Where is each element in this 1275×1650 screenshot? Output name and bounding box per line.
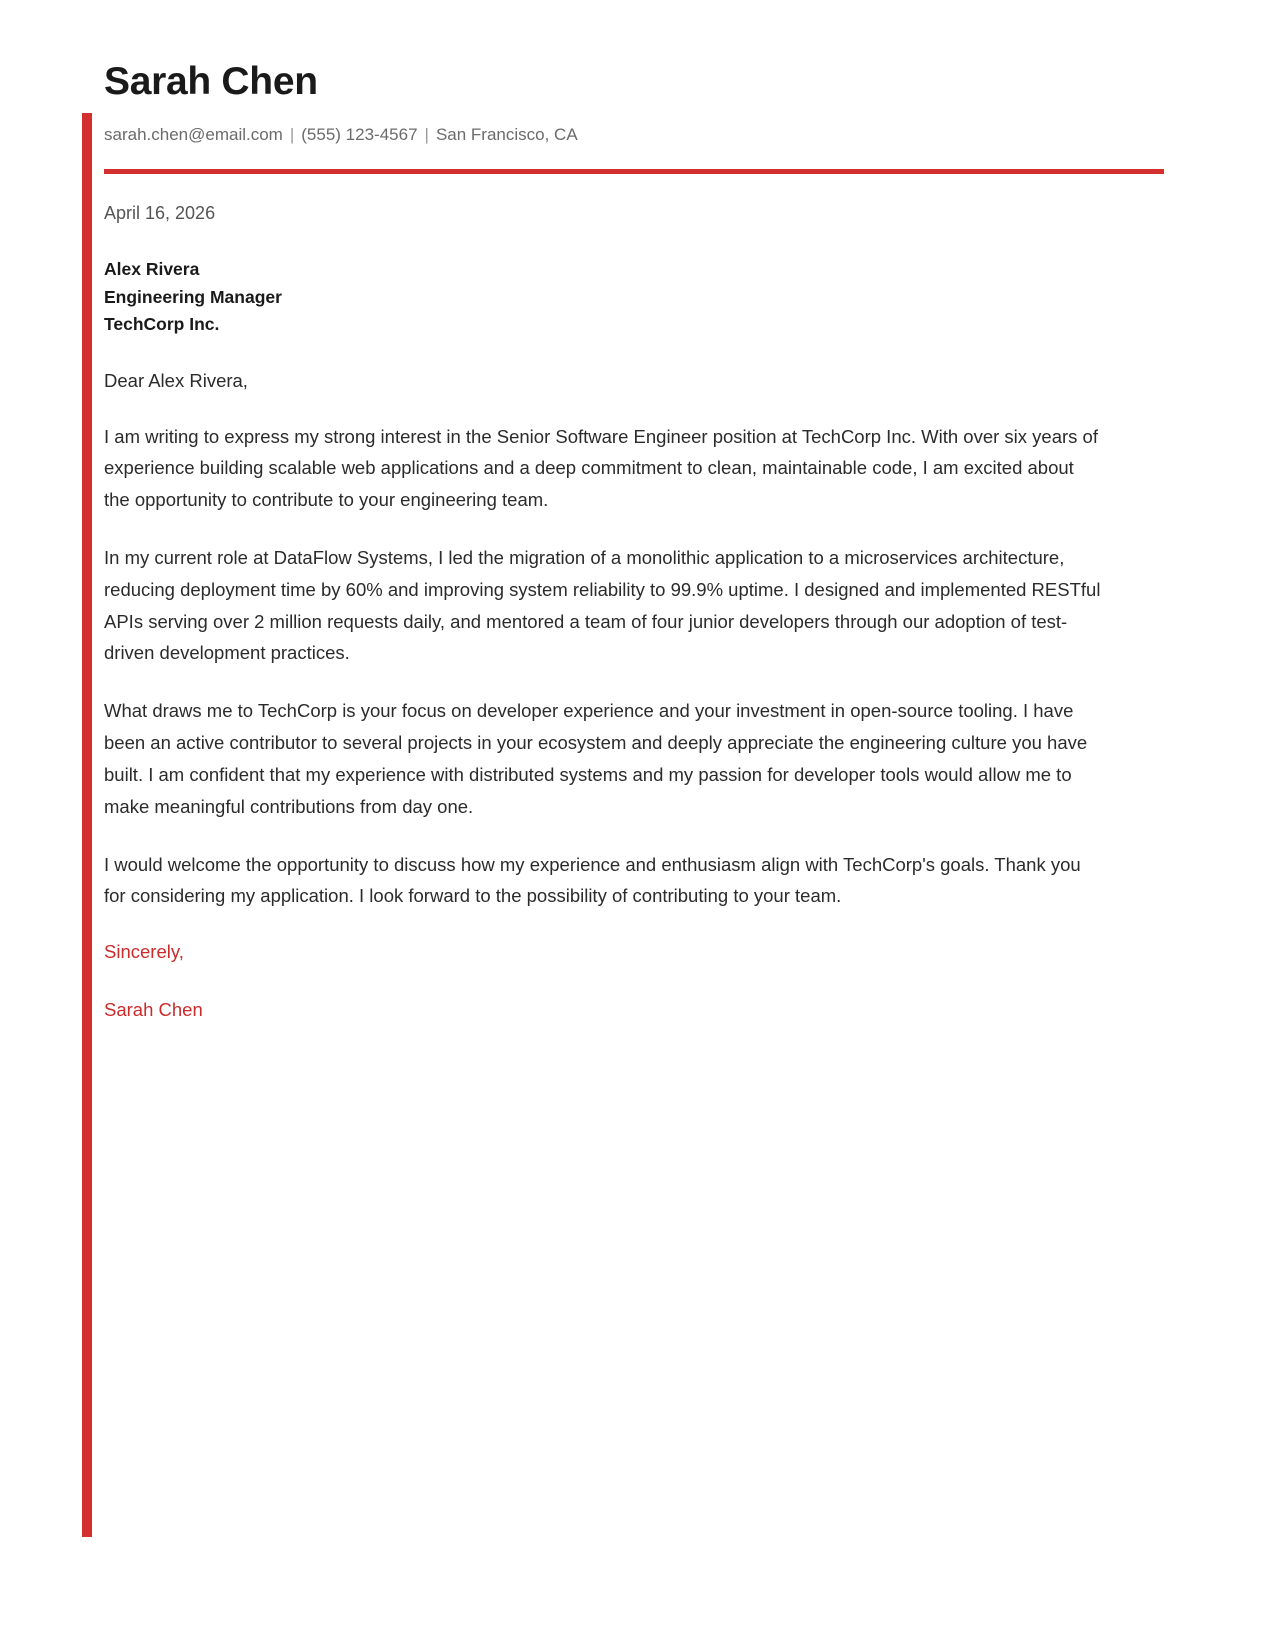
body-paragraph: What draws me to TechCorp is your focus on developer experience and your investment in open-source tooling. I have been an active contributor to several projects in your ecosystem and deeply appreciate the engineering culture you have built. I am confident that my experience with distributed systems and my passion for developer tools would allow me to make meaningful contributions from day one.: [104, 700, 1088, 817]
contact-line: [104, 123, 1164, 147]
recipient-name: Alex Rivera: [104, 258, 200, 279]
closing-salutation: Sincerely,: [104, 941, 184, 963]
recipient-company: TechCorp Inc.: [104, 314, 220, 335]
body-paragraph: In my current role at DataFlow Systems, I led the migration of a monolithic application to a microservices architecture, reducing deployment time by 60% and improving system reliability to 99.9% uptime. I designed and implemented RESTful APIs serving over 2 million requests daily, and mentored a team of four junior developers through our adoption of test-driven development practices.: [104, 547, 1101, 664]
body-paragraph: I would welcome the opportunity to discuss how my experience and enthusiasm align with TechCorp's goals. Thank you for considering my application. I look forward to the possibility of contributing to your team.: [104, 853, 1081, 907]
page-title: Sarah Chen: [104, 60, 318, 103]
recipient-block: [104, 256, 1164, 339]
contact-separator-1: |: [289, 124, 295, 144]
letter-date: April 16, 2026: [104, 202, 216, 223]
salutation: Dear Alex Rivera,: [104, 369, 248, 391]
contact-separator-2: |: [424, 124, 429, 144]
closing-block: [104, 938, 1164, 1024]
signature-name: Sarah Chen: [104, 998, 203, 1020]
header-divider: [104, 169, 1164, 174]
letter-content: [104, 0, 1164, 1024]
recipient-title: Engineering Manager: [104, 286, 282, 307]
left-accent-bar: [82, 113, 92, 1537]
contact-email: sarah.chen@email.com: [104, 124, 283, 144]
letter-body: [104, 421, 1164, 913]
contact-location: San Francisco, CA: [435, 124, 578, 144]
contact-phone: (555) 123-4567: [301, 124, 418, 144]
body-paragraph: I am writing to express my strong interest in the Senior Software Engineer position at TechCorp Inc. With over six years of experience building scalable web applications and a deep commitment to clean, maintainable code, I am excited about the opportunity to contribute to your engineering team.: [104, 425, 1098, 511]
letterhead: [104, 0, 1164, 174]
